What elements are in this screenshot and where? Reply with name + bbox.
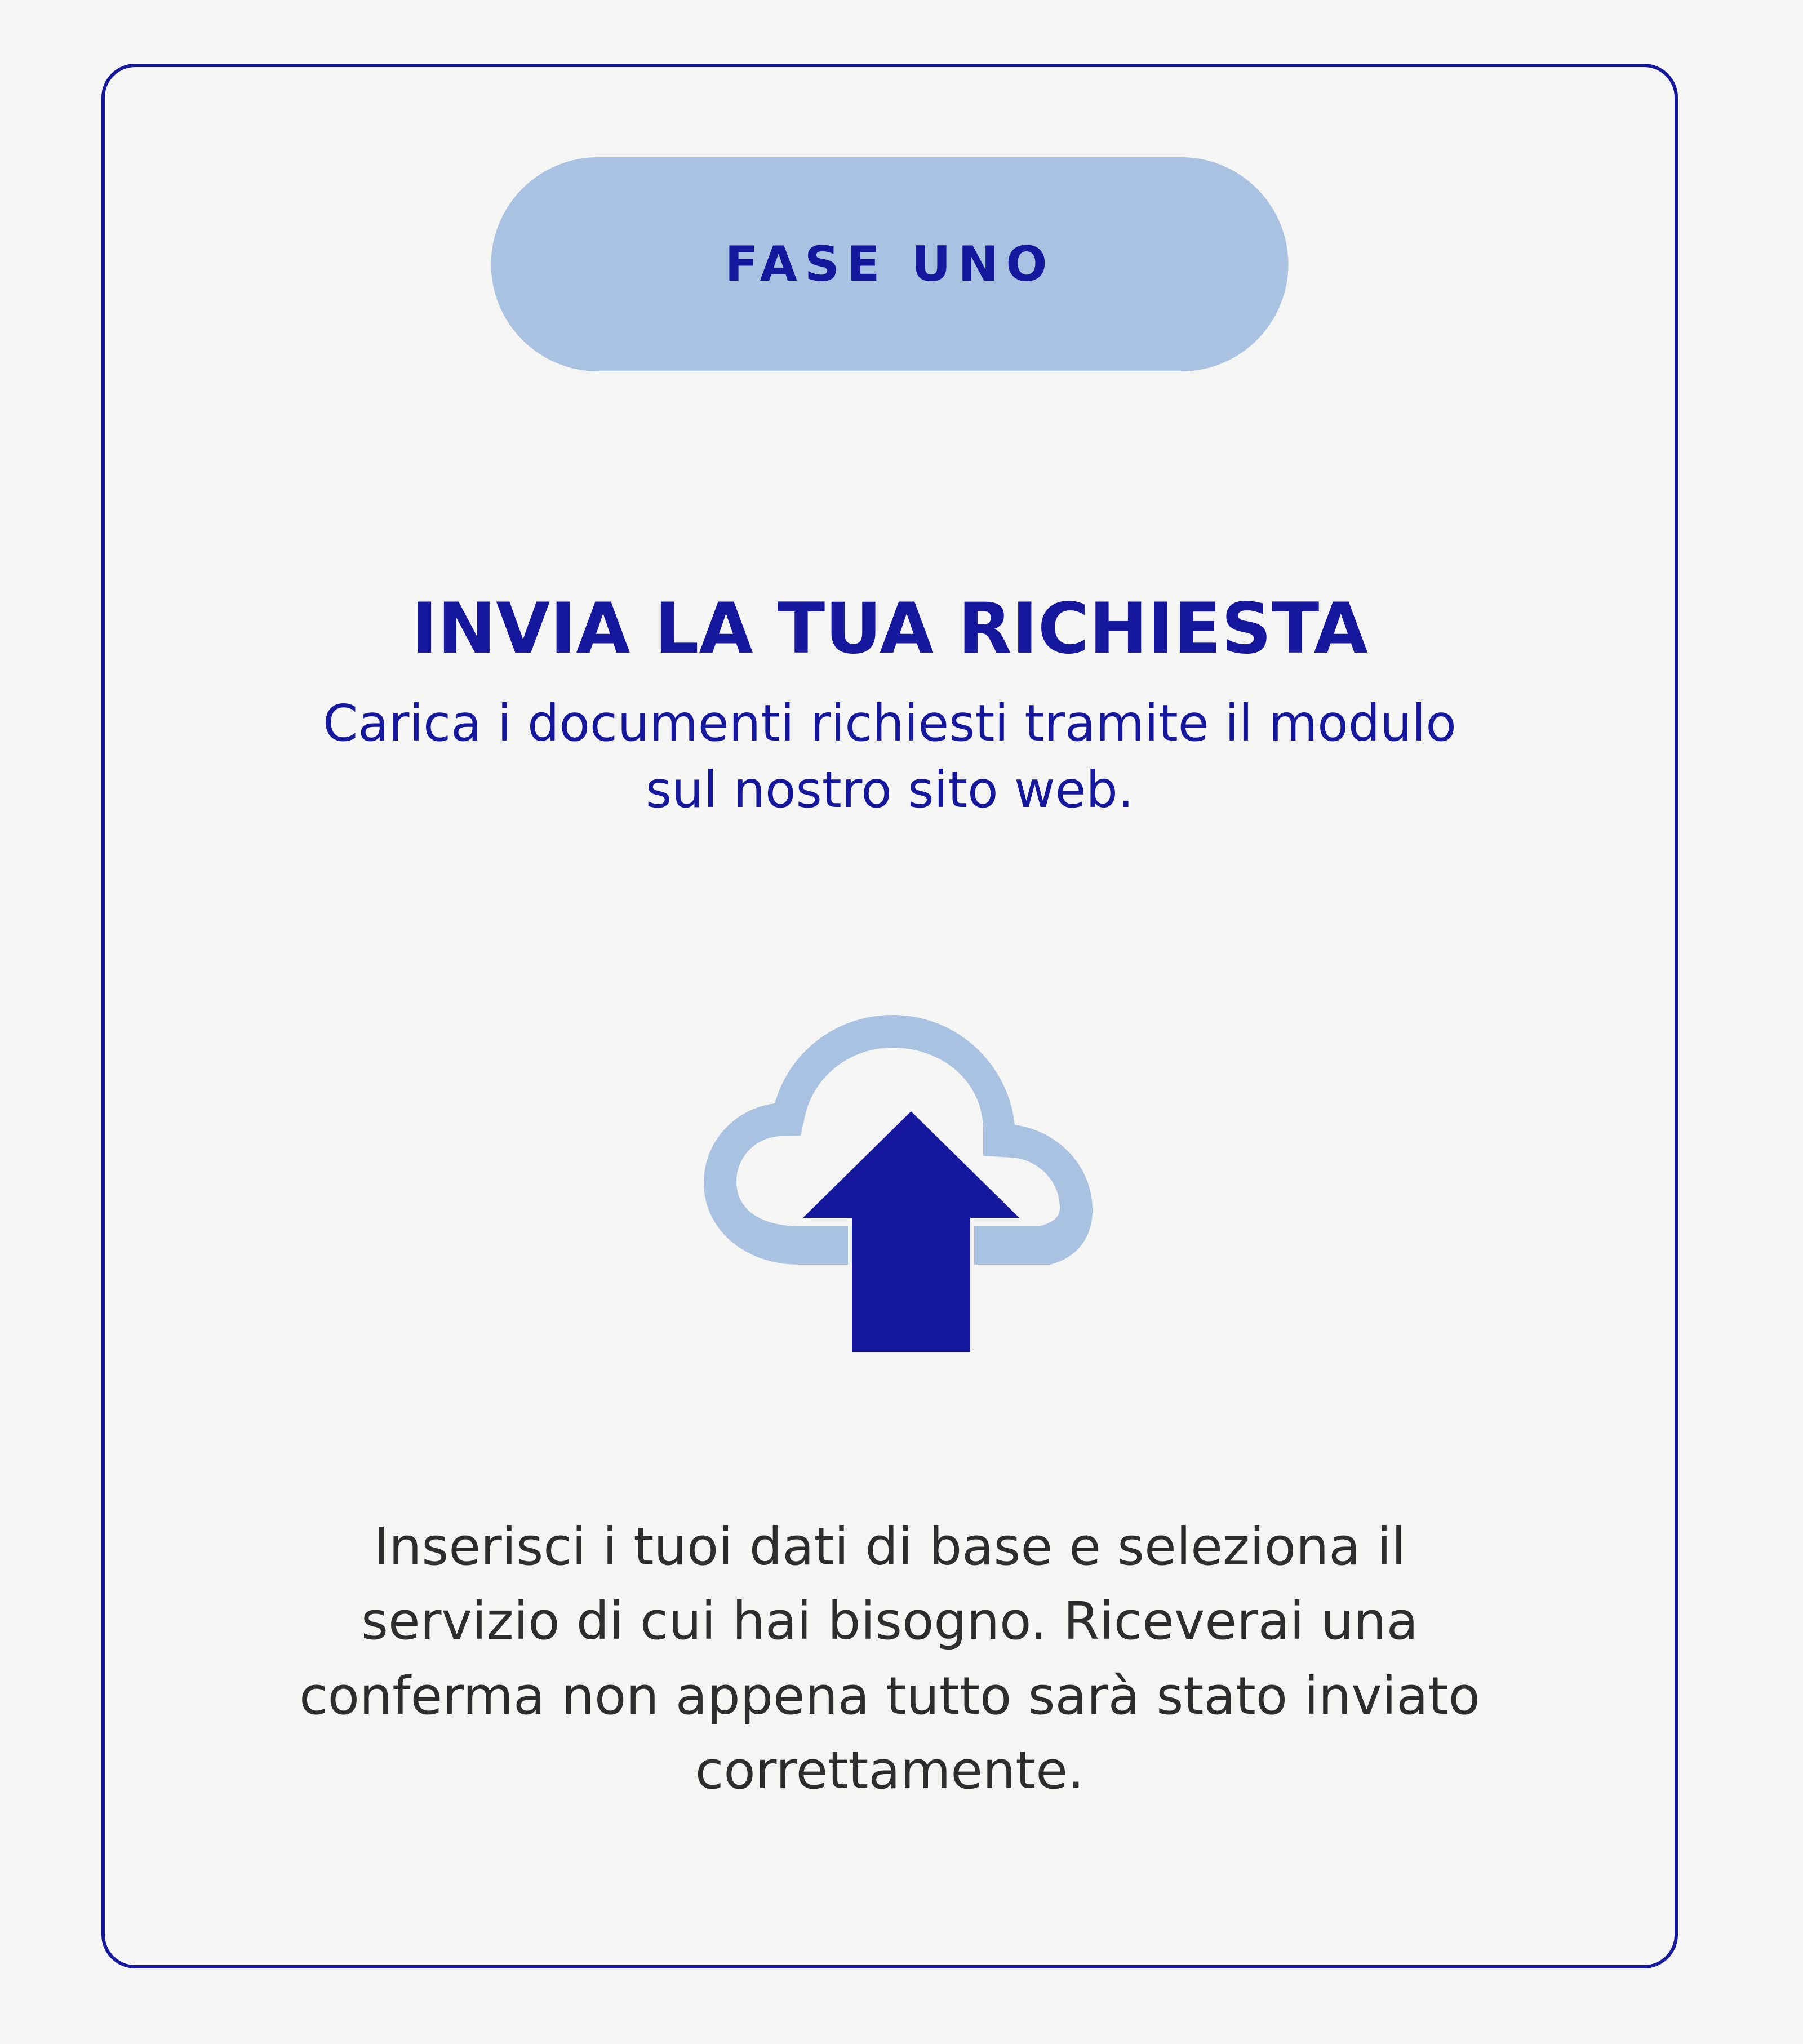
cloud-upload-icon xyxy=(636,969,1143,1363)
step-badge-label: FASE UNO xyxy=(725,236,1055,292)
page-title: INVIA LA TUA RICHIESTA xyxy=(411,588,1368,669)
step-badge xyxy=(491,157,1289,371)
card-subtitle: Carica i documenti richiesti tramite il modulo sul nostro sito web. xyxy=(323,694,1456,819)
card-body-text: Inserisci i tuoi dati di base e seleziona il servizio di cui hai bisogno. Riceverai una conferma non appena tutto sarà stato inviato correttamente. xyxy=(299,1517,1480,1801)
step-card xyxy=(101,64,1678,1968)
